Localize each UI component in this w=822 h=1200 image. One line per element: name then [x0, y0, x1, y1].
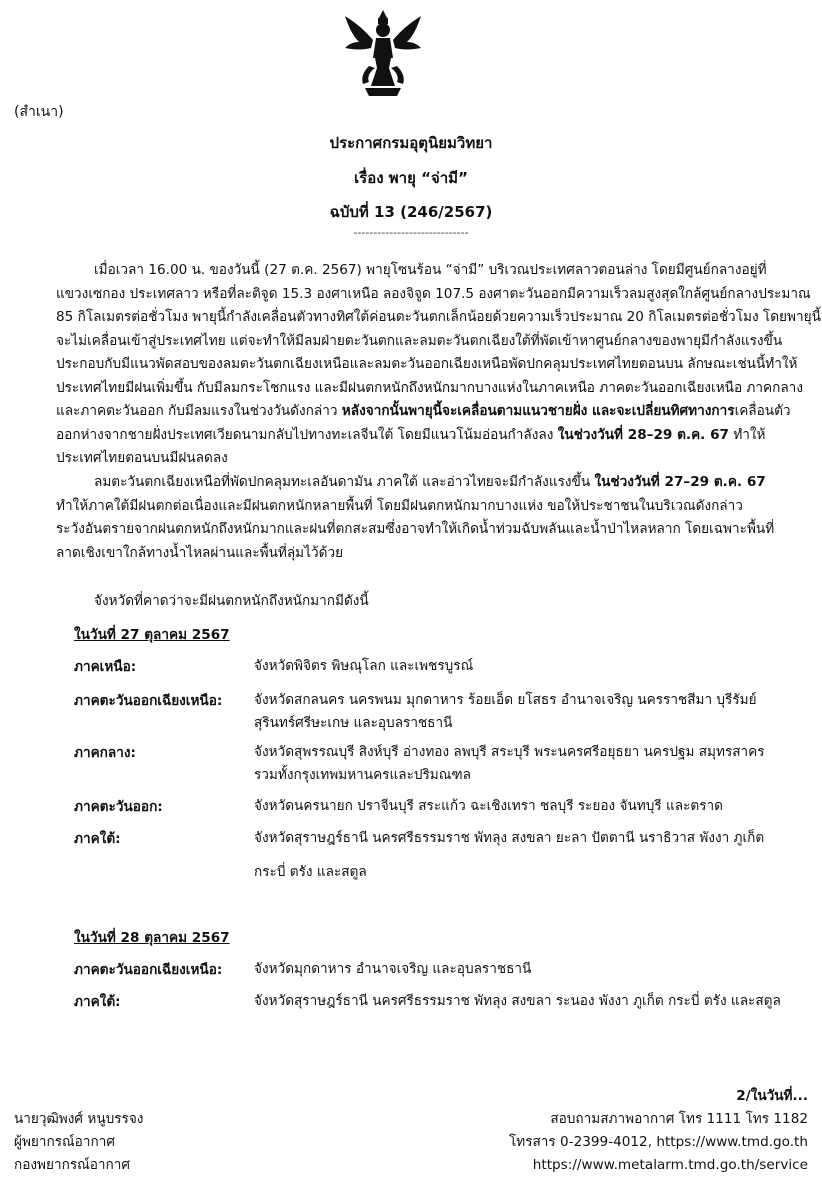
signer-division: กองพยากรณ์อากาศ	[14, 1157, 131, 1173]
region-provinces	[254, 795, 723, 818]
province-line: จังหวัดนครนายก ปราจีนบุรี สระแก้ว ฉะเชิงเทรา ชลบุรี ระยอง จันทบุรี และตราด	[254, 798, 723, 814]
para2-line: ระวังอันตรายจากฝนตกหนักถึงหนักมากและฝนที่ตกสะสมซึ่งอาจทำให้เกิดน้ำท่วมฉับพลันและน้ำป่าไหลหลาก โดยเฉพาะพื้นที่	[56, 521, 775, 537]
paragraph-storm-status	[56, 259, 821, 471]
province-line: จังหวัดพิจิตร พิษณุโลก และเพชรบูรณ์	[254, 658, 474, 674]
region-provinces	[254, 827, 764, 884]
province-line: จังหวัดสุพรรณบุรี สิงห์บุรี อ่างทอง ลพบุรี สระบุรี พระนครศรีอยุธยา นครปฐม สมุทรสาคร	[254, 744, 765, 760]
para2-line: ทำให้ภาคใต้มีฝนตกต่อเนื่องและมีฝนตกหนักหลายพื้นที่ โดยมีฝนตกหนักมากบางแห่ง ขอให้ประชาชนในบริเวณดังกล่าว	[56, 497, 743, 514]
para2-emphasis: ในช่วงวันที่ 27–29 ต.ค. 67	[594, 474, 766, 490]
region-label: ภาคใต้:	[74, 994, 121, 1010]
region-provinces	[254, 741, 765, 787]
region-label: ภาคใต้:	[74, 831, 121, 847]
region-label: ภาคเหนือ:	[74, 659, 137, 675]
announcement-subject: เรื่อง พายุ “จ่ามี”	[354, 169, 468, 187]
para2-line	[56, 471, 788, 495]
province-line: กระบี่ ตรัง และสตูล	[254, 864, 367, 880]
garuda-emblem-icon	[343, 6, 423, 100]
contact-fax-link[interactable]: โทรสาร 0-2399-4012, https://www.tmd.go.th	[508, 1134, 808, 1150]
contact-web-link[interactable]: https://www.metalarm.tmd.go.th/service	[532, 1157, 808, 1173]
region-label: ภาคตะวันออกเฉียงเหนือ:	[74, 962, 223, 978]
next-page-marker: 2/ในวันที่...	[736, 1088, 808, 1104]
region-label: ภาคตะวันออกเฉียงเหนือ:	[74, 693, 223, 709]
para2-text: ลมตะวันตกเฉียงเหนือที่พัดปกคลุมทะเลอันดามัน ภาคใต้ และอ่าวไทยจะมีกำลังแรงขึ้น	[94, 474, 595, 490]
para1-text: ออกห่างจากชายฝั่งประเทศเวียดนามกลับไปทางทะเลจีนใต้ โดยมีแนวโน้มอ่อนกำลังลง	[56, 426, 558, 443]
para1-line: 85 กิโลเมตรต่อชั่วโมง พายุนี้กำลังเคลื่อนตัวทางทิศใต้ค่อนตะวันตกเล็กน้อยด้วยความเร็วประมาณ 20 กิโลเมตรต่อชั่วโมง โดยพายุนี้	[56, 309, 821, 325]
para1-line: แขวงเซกอง ประเทศลาว หรือที่ละติจูด 15.3 องศาเหนือ ลองจิจูด 107.5 องศาตะวันออกมีความเร็วลมสูงสุดใกล้ศูนย์กลางประมาณ	[56, 285, 811, 302]
province-line: รวมทั้งกรุงเทพมหานครและปริมณฑล	[254, 767, 471, 783]
province-line: สุรินทร์ศรีษะเกษ และอุบลราชธานี	[254, 715, 453, 731]
province-line: จังหวัดสุราษฎร์ธานี นครศรีธรรมราช พัทลุง สงขลา ยะลา ปัตตานี นราธิวาส พังงา ภูเก็ต	[254, 830, 765, 846]
para1-line: จะไม่เคลื่อนเข้าสู่ประเทศไทย แต่จะทำให้มีลมฝ่ายตะวันตกและลมตะวันตกเฉียงใต้ที่พัดเข้าหาศูนย์กลางของพายุมีกำลังแรงขึ้น	[56, 332, 783, 349]
para1-emphasis: หลังจากนั้นพายุนี้จะเคลื่อนตามแนวชายฝั่ง และจะเปลี่ยนทิศทางการ	[341, 403, 735, 419]
para2-line: ลาดเชิงเขาใกล้ทางน้ำไหลผ่านและพื้นที่ลุ่มไว้ด้วย	[56, 544, 344, 561]
contact-phone: สอบถามสภาพอากาศ โทร 1111 โทร 1182	[550, 1111, 808, 1127]
para1-text: และภาคตะวันออก กับมีลมแรงในช่วงวันดังกล่าว	[56, 403, 342, 419]
date-heading-27: ในวันที่ 27 ตุลาคม 2567	[74, 627, 230, 643]
para1-line: ประเทศไทยมีฝนเพิ่มขึ้น กับมีลมกระโชกแรง และมีฝนตกหนักถึงหนักมากบางแห่งในภาคเหนือ ภาคตะวันออกเฉียงเหนือ ภาคกลาง	[56, 379, 803, 396]
contact-block	[509, 1108, 808, 1177]
province-line: จังหวัดสุราษฎร์ธานี นครศรีธรรมราช พัทลุง สงขลา ระนอง พังงา ภูเก็ต กระบี่ ตรัง และสตูล	[254, 993, 781, 1009]
signer-title: ผู้พยากรณ์อากาศ	[14, 1134, 115, 1150]
province-line: จังหวัดสกลนคร นครพนม มุกดาหาร ร้อยเอ็ด ยโสธร อำนาจเจริญ นครราชสีมา บุรีรัมย์	[254, 692, 757, 708]
paragraph-southern-rain	[56, 471, 788, 565]
announcement-issue: ฉบับที่ 13 (246/2567)	[329, 203, 493, 221]
para1-text: ทำให้	[729, 426, 766, 443]
region-provinces	[254, 655, 473, 678]
para1-line: ประเทศไทยตอนบนมีฝนลดลง	[56, 450, 228, 466]
announcement-title: ประกาศกรมอุตุนิยมวิทยา	[329, 134, 493, 152]
copy-label: (สำเนา)	[14, 104, 64, 120]
signer-name: นายวุฒิพงศ์ หนูบรรจง	[14, 1111, 144, 1127]
provinces-lead: จังหวัดที่คาดว่าจะมีฝนตกหนักถึงหนักมากมีดังนี้	[94, 593, 369, 609]
region-label: ภาคตะวันออก:	[74, 799, 163, 815]
para1-line: ประกอบกับมีแนวพัดสอบของลมตะวันตกเฉียงเหนือและลมตะวันออกเฉียงเหนือพัดปกคลุมประเทศไทยตอนบน ลักษณะเช่นนี้ทำให้	[56, 356, 798, 372]
region-provinces	[254, 990, 781, 1013]
separator-line: -----------------------------	[353, 226, 469, 239]
para1-emphasis: ในช่วงวันที่ 28–29 ต.ค. 67	[557, 426, 729, 443]
para1-line	[56, 424, 788, 448]
region-label: ภาคกลาง:	[74, 745, 136, 761]
region-provinces	[254, 689, 757, 735]
para1-text: เคลื่อนตัว	[734, 403, 791, 419]
province-line: จังหวัดมุกดาหาร อำนาจเจริญ และอุบลราชธานี	[254, 961, 532, 977]
date-heading-28: ในวันที่ 28 ตุลาคม 2567	[74, 930, 230, 946]
para1-line	[56, 400, 791, 424]
region-provinces	[254, 958, 531, 981]
signer-block	[14, 1108, 143, 1177]
para1-line: เมื่อเวลา 16.00 น. ของวันนี้ (27 ต.ค. 2567) พายุโซนร้อน “จ่ามี” บริเวณประเทศลาวตอนล่าง โดยมีศูนย์กลางอยู่ที่	[94, 262, 767, 278]
